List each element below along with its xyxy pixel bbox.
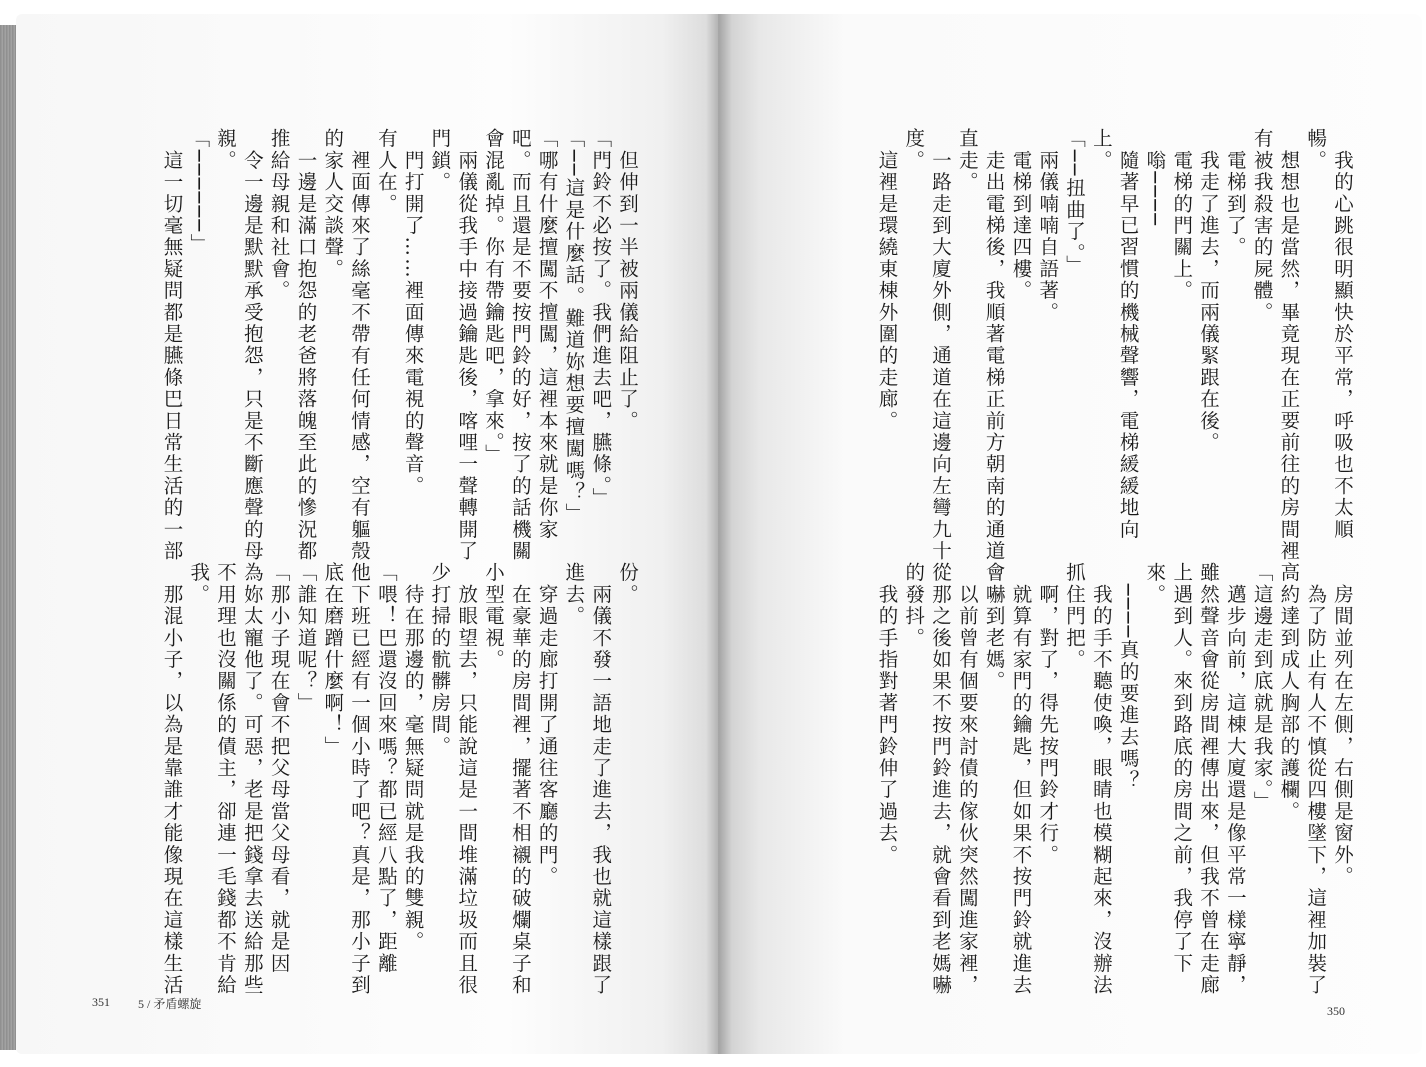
text-column: 直走。 [955,128,979,194]
text-column: 吧。而且還是不要按門鈴的好，按了的話機關 [508,128,532,562]
text-column: 推給母親和社會。 [267,128,291,302]
text-column: 隨著早已習慣的機械聲響，電梯緩緩地向 [1116,128,1140,541]
right-page-number: 350 [1327,1004,1345,1018]
text-column: 「──扭曲了。」 [1063,128,1087,277]
text-column: 待在那邊的，毫無疑問就是我的雙親。 [401,562,425,953]
text-column: 「這邊走到底就是我家。」 [1250,562,1274,813]
text-column: 邁步向前，這棟大廈還是像平常一樣寧靜， [1223,562,1247,996]
page-stack-edge [0,25,16,1050]
text-column: 電梯的門關上。 [1170,128,1194,302]
text-column: 不用理也沒關係的債主，卻連一毛錢都不肯給 [214,562,238,996]
text-column: 上遇到人。來到路底的房間之前，我停了下 [1170,562,1194,975]
text-column: 走出電梯後，我順著電梯正前方朝南的通道 [982,128,1006,562]
text-column: 房間並列在左側，右側是窗外。 [1331,562,1354,888]
text-column: 會混亂掉。你有帶鑰匙吧，拿來。」 [482,128,506,466]
text-column: 高約達到成人胸部的護欄。 [1277,562,1301,823]
text-column: 但伸到一半被兩儀給阻止了。 [616,128,639,432]
text-column: 「──這是什麼話。難道妳想要擅闖嗎？」 [562,128,586,525]
text-column: 底在磨蹭什麼啊！」 [321,562,345,758]
left-page-upper-text [95,128,640,562]
text-column: 他下班已經有一個小時了吧？真是，那小子到 [348,562,372,996]
text-column: 「喂！巴還沒回來嗎？都已經八點了，距離 [374,562,398,975]
text-column: 份。 [616,562,639,606]
text-column: 為了防止有人不慎從四樓墜下，這裡加裝了 [1304,562,1328,996]
text-column: 想想也是當然，畢竟現在正要前往的房間裡 [1277,128,1301,562]
text-column: ────真的要進去嗎？ [1116,562,1140,792]
right-page-upper-text [790,128,1355,562]
text-column: 的發抖。 [902,562,926,649]
text-column: 進去。 [562,562,586,628]
text-column: 穿過走廊打開了通往客廳的門。 [535,562,559,888]
text-column: 門鎖。 [428,128,452,194]
right-page-lower-text [790,562,1355,996]
text-column: 令一邊是默默承受抱怨，只是不斷應聲的母 [240,128,264,562]
text-column: 兩儀從我手中接過鑰匙後，喀哩一聲轉開了 [455,128,479,562]
text-column: 會嚇到老媽。 [982,562,1006,693]
text-column: 抓住門把。 [1063,562,1087,671]
text-column: 門打開了……裡面傳來電視的聲音。 [401,128,425,497]
text-column: 為妳太寵他了。可惡，老是把錢拿去送給那些 [240,562,264,996]
text-column: 放眼望去，只能說這是一間堆滿垃圾而且很 [455,562,479,996]
running-head: 5 / 矛盾螺旋 [138,997,202,1011]
text-column: 那混小子，以為是靠誰才能像現在這樣生活 [160,562,184,996]
left-page-lower-text [95,562,640,996]
text-column: 我走了進去，而兩儀緊跟在後。 [1197,128,1221,454]
text-column: 在豪華的房間裡，擺著不相襯的破爛桌子和 [508,562,532,996]
text-column: 「那小子現在會不把父母當父母看，就是因 [267,562,291,975]
text-column: 的家人交談聲。 [321,128,345,280]
text-column: 嗡──── [1143,128,1167,228]
text-column: 親。 [214,128,238,172]
text-column: 有人在。 [374,128,398,215]
text-column: 兩儀不發一語地走了進去，我也就這樣跟了 [589,562,613,996]
text-column: 我的手指對著門鈴伸了過去。 [875,562,899,866]
text-column: 我的心跳很明顯快於平常，呼吸也不太順 [1331,128,1354,541]
text-column: 我的手不聽使喚，眼睛也模糊起來，沒辦法 [1089,562,1113,996]
text-column: 我。 [187,562,211,606]
text-column: 暢。 [1304,128,1328,172]
text-column: 「誰知道呢？」 [294,562,318,714]
text-column: 「──────」 [187,128,211,256]
text-column: 上。 [1089,128,1113,172]
text-column: 有被我殺害的屍體。 [1250,128,1274,324]
text-column: 「門鈴不必按了。我們進去吧，臙條。」 [589,128,613,509]
text-column: 來。 [1143,562,1167,606]
text-column: 這裡是環繞東棟外圍的走廊。 [875,128,899,432]
left-page-number: 351 [92,995,110,1009]
text-column: 以前曾有個要來討債的傢伙突然闖進家裡， [955,562,979,996]
text-column: 裡面傳來了絲毫不帶有任何情感，空有軀殼 [348,128,372,562]
text-column: 度。 [902,128,926,172]
text-column: 電梯到了。 [1223,128,1247,259]
text-column: 這一切毫無疑問都是臙條巴日常生活的一部 [160,128,184,562]
text-column: 電梯到達四樓。 [1009,128,1033,302]
text-column: 從那之後如果不按門鈴進去，就會看到老媽嚇 [929,562,953,996]
text-column: 兩儀喃喃自語著。 [1036,128,1060,324]
text-column: 「哪有什麼擅闖不擅闖，這裡本來就是你家 [535,128,559,541]
text-column: 啊，對了，得先按門鈴才行。 [1036,562,1060,866]
text-column: 一路走到大廈外側，通道在這邊向左彎九十 [929,128,953,562]
text-column: 雖然聲音會從房間裡傳出來，但我不曾在走廊 [1197,562,1221,996]
text-column: 就算有家門的鑰匙，但如果不按門鈴就進去 [1009,562,1033,996]
text-column: 少打掃的骯髒房間。 [428,562,452,758]
text-column: 小型電視。 [482,562,506,671]
text-column: 一邊是滿口抱怨的老爸將落魄至此的慘況都 [294,128,318,562]
